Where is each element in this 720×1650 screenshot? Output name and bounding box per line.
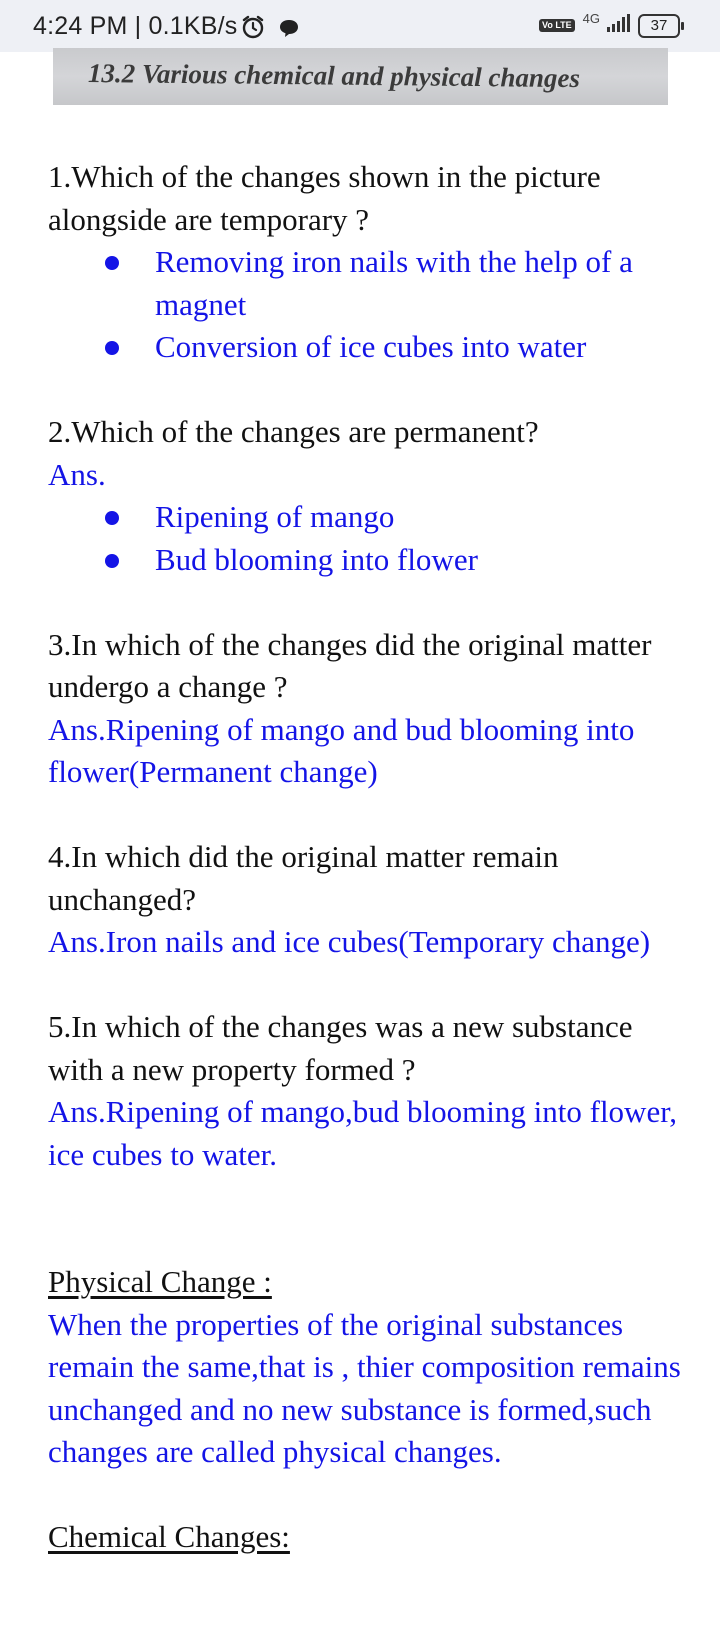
answer-3: Ans.Ripening of mango and bud blooming into flower(Permanent change) (48, 711, 635, 789)
status-time-speed: 4:24 PM | 0.1KB/s (33, 12, 238, 40)
answer-list-2 (48, 496, 688, 581)
answer-label-2: Ans. (48, 456, 106, 492)
answer-5: Ans.Ripening of mango,bud blooming into flower, ice cubes to water. (48, 1094, 678, 1172)
textbook-photo-strip (53, 48, 668, 105)
status-right-group (539, 13, 680, 38)
question-5: 5.In which of the changes was a new substance with a new property formed ? (48, 1009, 633, 1087)
question-4: 4.In which did the original matter remain unchanged? (48, 839, 559, 917)
answer-list-item: Conversion of ice cubes into water (48, 326, 688, 369)
answer-list-item: Bud blooming into flower (48, 539, 688, 582)
answer-list-item: Ripening of mango (48, 496, 688, 539)
volte-icon: Vo LTE (539, 19, 575, 32)
question-1: 1.Which of the changes shown in the picture alongside are temporary ? (48, 159, 601, 237)
alarm-icon (240, 14, 266, 45)
physical-change-heading: Physical Change : (48, 1264, 272, 1299)
network-type-label: 4G (582, 11, 600, 26)
chemical-changes-heading: Chemical Changes: (48, 1519, 290, 1554)
chat-bubble-icon (278, 18, 300, 43)
battery-icon: 37 (638, 14, 680, 38)
question-2: 2.Which of the changes are permanent? (48, 414, 539, 449)
photo-caption: 13.2 Various chemical and physical changes (87, 58, 581, 94)
physical-change-definition: When the properties of the original substances remain the same,that is , thier composition remains unchanged and no new substance is formed,such changes are called physical changes. (48, 1306, 681, 1469)
status-bar (0, 0, 720, 52)
answer-4: Ans.Iron nails and ice cubes(Temporary change) (48, 924, 651, 959)
question-3: 3.In which of the changes did the original matter undergo a change ? (48, 626, 652, 704)
answer-list-item: Removing iron nails with the help of a magnet (48, 241, 688, 326)
answer-list-1 (48, 241, 688, 369)
signal-strength-icon (606, 13, 632, 38)
document-content (48, 156, 688, 1559)
